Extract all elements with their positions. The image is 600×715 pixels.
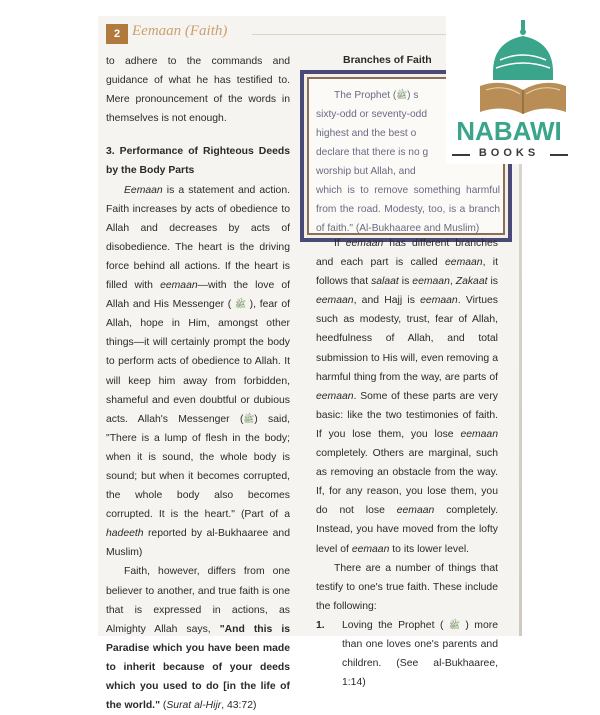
text-run: —with the love of Allah and His Messenger (	[106, 280, 291, 311]
text-run: If	[334, 238, 346, 249]
quote-line: which is to remove something harmful from the road. Modesty, too, is a branch of faith." (Al-Bukhaaree and Muslim)	[316, 185, 500, 234]
surah-name: Surat al-Hijr	[166, 700, 222, 712]
text-run: completely. Instead, you have moved from the lofty level of	[316, 505, 498, 555]
text-run: , 43:72)	[221, 700, 257, 712]
text-run: is	[398, 276, 413, 288]
running-title: Eemaan (Faith)	[132, 23, 228, 39]
text-run: reported by al-Bukhaaree and Muslim)	[106, 528, 290, 559]
italic-term: Eemaan	[124, 184, 163, 196]
text-run: has different branches and each part is called	[316, 238, 498, 269]
section-heading: 3. Performance of Righteous Deeds by the Body Parts	[106, 146, 290, 177]
italic-term: hadeeth	[106, 528, 144, 540]
quote-line: sixty-odd or seventy-odd	[316, 109, 427, 120]
text-run: ,	[449, 276, 456, 288]
text-run: to its lower level.	[389, 543, 470, 555]
spacer	[106, 128, 290, 142]
italic-term: eemaan	[345, 238, 384, 249]
mosque-book-icon	[446, 14, 600, 124]
italic-term: salaat	[371, 276, 399, 288]
text-run: The Prophet (	[334, 90, 397, 101]
right-paragraph-1	[316, 234, 498, 559]
italic-term: Zakaat	[455, 276, 488, 288]
salutation-glyph: ﷺ	[396, 90, 408, 100]
quote-line: declare that there is no g	[316, 147, 429, 158]
left-column	[106, 52, 290, 715]
text-run: Loving the Prophet (	[342, 619, 449, 631]
quote-line: worship but Allah, and	[316, 166, 416, 177]
quran-quote: "And this is Paradise which you have been made to inherit because of your deeds which you used to do [in the life of the world."	[106, 623, 290, 712]
brand-name: NABAWI	[456, 116, 562, 146]
italic-term: eemaan	[445, 257, 483, 269]
section-title: Branches of Faith	[343, 54, 432, 66]
text-run: ), fear of Allah, hope in Him, amongst other things—it will certainly prompt the body to perform acts of obedience to Allah. It will keep him away from forbidden, shameful and even doubtful or dubious acts. Allah's Messenger (	[106, 299, 291, 425]
list-number: 1.	[316, 619, 325, 631]
italic-term: eemaan	[396, 505, 435, 517]
text-run: ) s	[407, 90, 419, 101]
text-run: , it follows that	[316, 257, 498, 288]
salutation-glyph: ﷺ	[448, 619, 460, 630]
italic-term: eemaan	[420, 295, 458, 307]
text-run: . Some of these parts are very basic: like the two testimonies of faith. If you lose them, you lose	[316, 390, 498, 440]
text-run: . Virtues such as modesty, trust, fear of Allah, heedfulness of Allah, and total submission to His will, even removing a harmful thing from the way, are parts of	[316, 295, 498, 383]
list-item	[316, 616, 498, 692]
italic-term: eemaan	[316, 295, 354, 307]
text-run: completely. Others are marginal, such as removing an obstacle from the way. If, for any reason, you lose them, you do not lose	[316, 448, 498, 517]
left-paragraph-2	[106, 181, 290, 563]
text-run: is	[487, 276, 498, 288]
text-run: , and Hajj is	[353, 295, 421, 307]
italic-term: eemaan	[460, 428, 498, 440]
text-run: Faith, however, differs from one believer to another, and true faith is one that is expressed in actions, as Almighty Allah says,	[106, 566, 290, 635]
text-run: is a statement and action. Faith increases by acts of obedience to Allah and decreases by acts of disobedience. The heart is the driving force behind all actions. If the heart is filled with	[106, 184, 290, 292]
text-run: (	[160, 700, 167, 712]
italic-term: eemaan	[412, 276, 450, 288]
right-paragraph-2: There are a number of things that testify to one's true faith. These include the following:	[316, 562, 498, 612]
left-paragraph-1: to adhere to the commands and guidance of what he has testified to. Mere pronouncement of the words in themselves is not enough.	[106, 56, 290, 125]
right-column	[316, 234, 498, 692]
italic-term: eemaan	[316, 390, 354, 402]
left-paragraph-3	[106, 562, 290, 715]
italic-term: eemaan	[160, 280, 198, 292]
salutation-glyph: ﷺ	[243, 413, 255, 424]
divider	[550, 154, 568, 156]
text-run: ) more than one loves one's parents and children. (See al-Bukhaaree, 1:14)	[342, 619, 498, 689]
brand-subtitle: BOOKS	[478, 147, 540, 159]
quote-line: highest and the best o	[316, 128, 417, 139]
italic-term: eemaan	[351, 543, 390, 555]
page-number: 2	[106, 24, 128, 44]
salutation-glyph: ﷺ	[235, 299, 246, 310]
text-run: ) said, "There is a lump of flesh in the body; when it is sound, the whole body is sound; but when it becomes corrupted, the whole body also becomes corrupted. It is the heart." (Part of a	[106, 413, 290, 521]
